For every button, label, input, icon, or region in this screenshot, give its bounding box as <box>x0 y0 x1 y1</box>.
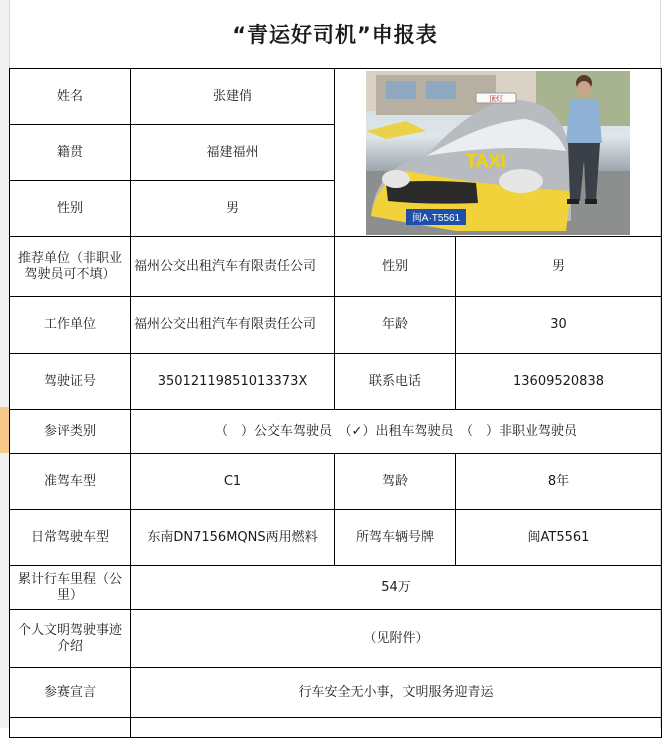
daily-vehicle-value: 东南DN7156MQNS两用燃料 <box>131 510 335 566</box>
vehicle-class-value: C1 <box>131 454 335 510</box>
native-place-label: 籍贯 <box>10 125 131 181</box>
vehicle-class-label: 准驾车型 <box>10 454 131 510</box>
gender-label-2: 性别 <box>335 237 456 297</box>
plate-number-label: 所驾车辆号牌 <box>335 510 456 566</box>
gender-value-2: 男 <box>456 237 662 297</box>
driving-years-label: 驾龄 <box>335 454 456 510</box>
mileage-label: 累计行车里程（公里） <box>10 566 131 610</box>
selected-row-marker <box>0 407 9 453</box>
recommend-unit-label: 推荐单位（非职业驾驶员可不填） <box>10 237 131 297</box>
age-label: 年龄 <box>335 297 456 354</box>
license-plate: 闽A·T5561 <box>411 212 461 224</box>
name-value: 张建俏 <box>131 69 335 125</box>
native-place-value: 福建福州 <box>131 125 335 181</box>
roof-sign: 顶灯 <box>489 94 503 103</box>
declaration-label: 参赛宣言 <box>10 668 131 718</box>
category-label: 参评类别 <box>10 410 131 454</box>
mileage-value: 54万 <box>131 566 662 610</box>
intro-label: 个人文明驾驶事迹介绍 <box>10 610 131 668</box>
applicant-photo <box>335 69 662 237</box>
name-label: 姓名 <box>10 69 131 125</box>
form-title: “青运好司机”申报表 <box>232 23 438 47</box>
daily-vehicle-label: 日常驾驶车型 <box>10 510 131 566</box>
phone-value: 13609520838 <box>456 354 662 410</box>
gender-value: 男 <box>131 181 335 237</box>
application-form-table <box>9 68 662 738</box>
recommend-unit-value: 福州公交出租汽车有限责任公司 <box>131 237 335 297</box>
work-unit-value: 福州公交出租汽车有限责任公司 <box>131 297 335 354</box>
intro-value: （见附件） <box>131 610 662 668</box>
gender-label: 性别 <box>10 181 131 237</box>
age-value: 30 <box>456 297 662 354</box>
declaration-value: 行车安全无小事，文明服务迎青运 <box>131 668 662 718</box>
taxi-lettering: TAXI <box>466 150 506 171</box>
phone-label: 联系电话 <box>335 354 456 410</box>
work-unit-label: 工作单位 <box>10 297 131 354</box>
license-number-value: 35012119851013373X <box>131 354 335 410</box>
driving-years-value: 8年 <box>456 454 662 510</box>
plate-number-value: 闽AT5561 <box>456 510 662 566</box>
license-number-label: 驾驶证号 <box>10 354 131 410</box>
category-options: （ ）公交车驾驶员 （✓）出租车驾驶员 （ ）非职业驾驶员 <box>131 410 662 454</box>
